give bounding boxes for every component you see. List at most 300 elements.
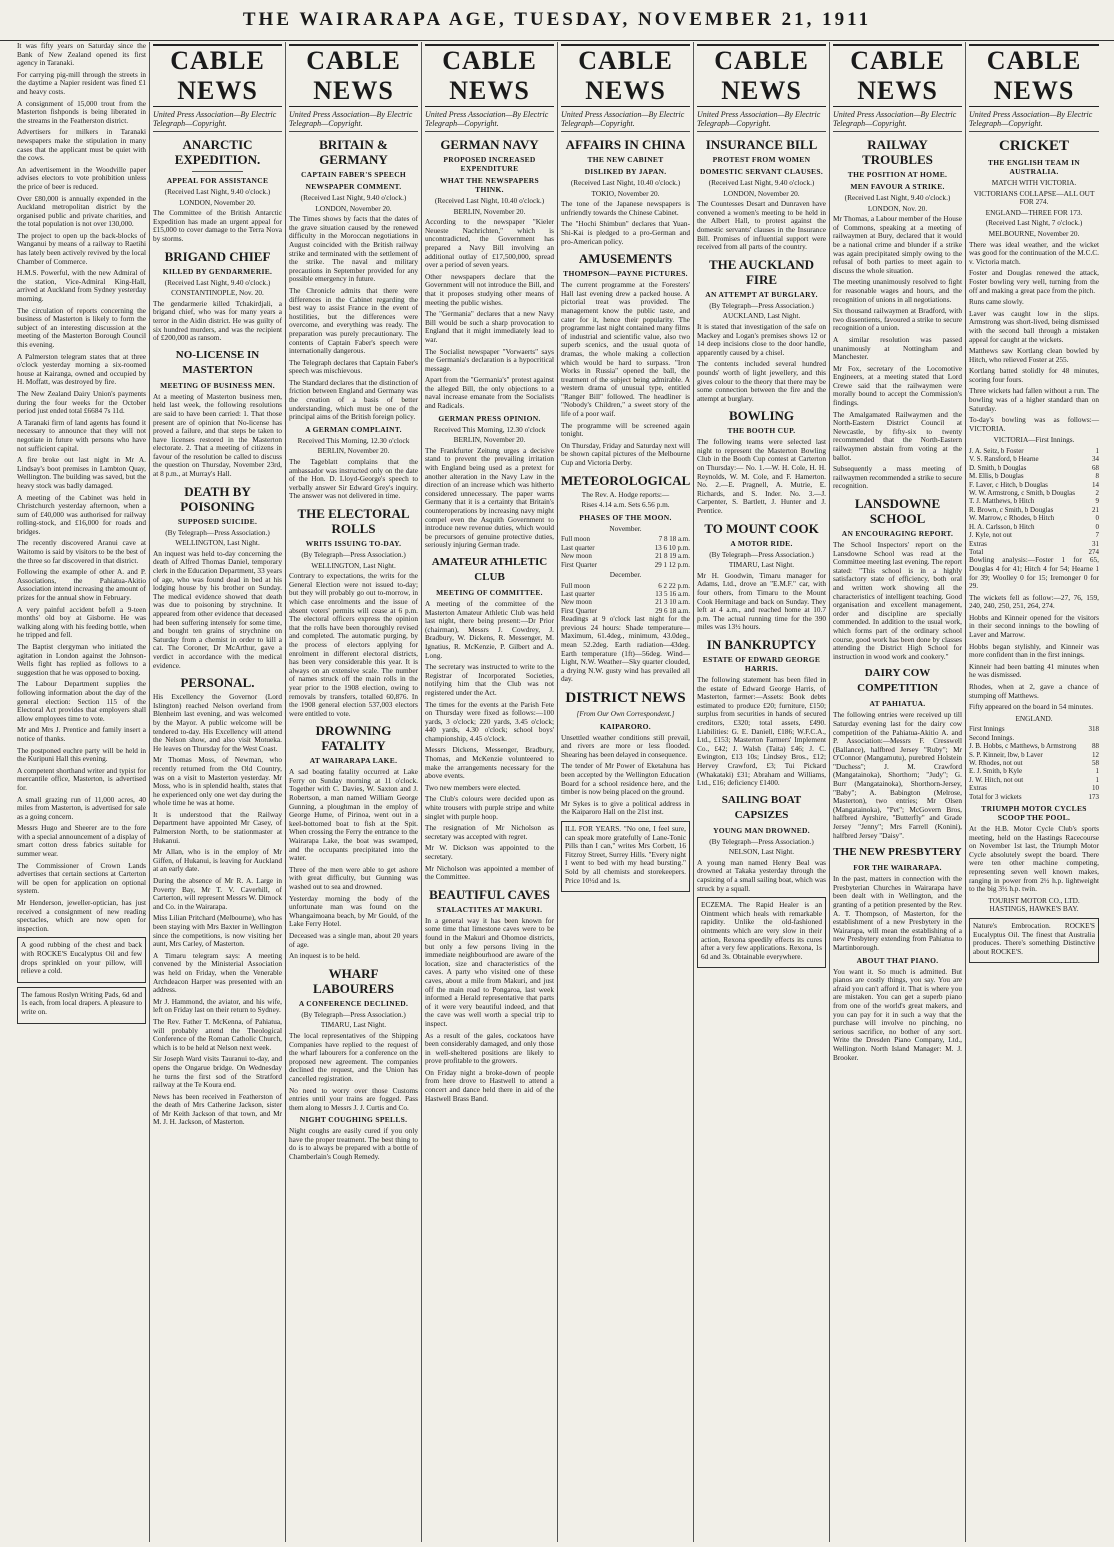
article-body: Mr H. Goodwin, Timaru manager for Adams, Ltd., drove an "E.M.F." car, with four others, from Timaru to the Mount Cook Hermitage and back on Sunday. They left at 4 a.m., and reached home at 10.7 p.m. The actual running time for the 390 miles was 13½ hours. [697, 570, 826, 632]
row-value: 6 2 22 p.m. [658, 581, 690, 590]
article-body: The Frankfurter Zeitung urges a decisive stand to prevent the prevailing irritation with England being used as a pretext for another alteration in the Navy Law in the direction of an increase which was hitherto considered unnecessary. The paper warns Germany that it is a certainty that Britain's counteroperations by increasing navy might compel even the Asquith Government to introduce new revenue duties, which would be precursors of genuine protective duties, seriously injuring German trade. [425, 445, 554, 550]
article-headline: BRIGAND CHIEF [164, 248, 271, 264]
divider [192, 171, 244, 172]
row-label: New moon [561, 598, 592, 607]
article-body: Rhodes, when at 2, gave a chance of stumping off Matthews. [969, 682, 1099, 700]
article-body: Mr Sykes is to give a political address in the Kaiparoro Hall on the 21st inst. [561, 798, 690, 817]
row-value: 21 8 19 a.m. [655, 552, 690, 561]
row-value: 318 [1088, 725, 1099, 734]
row-value: 1 [1095, 767, 1099, 776]
ad-text: A good rubbing of the chest and back with ROCKE'S Eucalyptus Oil and few drops sprinkled on your pillow, will relieve a cold. [21, 940, 142, 976]
article-body: The secretary was instructed to write to the Registrar of Incorporated Societies, notifying him that the Club was not registered under the Act. [425, 662, 554, 697]
row-label: Second Innings. [969, 733, 1015, 742]
article-body: There was ideal weather, and the wicket was good for the continuation of the M.C.C. v. Victoria match. [969, 239, 1099, 266]
received-line: (Received Last Night, 9.40 o'clock.) [844, 193, 951, 202]
row-label: V. S. Ransford, b Hearne [969, 455, 1039, 464]
masthead [0, 0, 1114, 41]
news-paragraph: The recently discovered Aranui cave at Waitomo is said by visitors to be the best of the three so far discovered in that district. [17, 538, 146, 565]
article-body: The Chronicle admits that there were differences in the Cabinet regarding the best way to assist France in the event of hostilities, but the differences were overcome, and everything was ready. The preparation was purely precautionary. The contents of Captain Faber's speech were internationally dangerous. [289, 285, 418, 356]
scorecard-heading: VICTORIA—First Innings. [993, 435, 1075, 445]
column-britain-germany [286, 42, 422, 1542]
columns [14, 42, 1106, 1542]
row-label: M. Ellis, b Douglas [969, 472, 1024, 481]
table-row [969, 472, 1099, 480]
row-label: E. J. Smith, b Kyle [969, 767, 1023, 776]
table-row [969, 751, 1099, 759]
article-body: Mr J. Hammond, the aviator, and his wife, left on Friday last on their return to Sydney. [153, 996, 282, 1015]
article-subhead: ESTATE OF EDWARD GEORGE HARRIS. [702, 654, 821, 673]
row-value: 34 [1092, 455, 1099, 464]
article-body: The Times shows by facts that the dates of the grave situation caused by the renewed difficulty in the Moroccan negotiations in August coincided with the British railway strike and terminated with the settlement of the strike. The naval and military precautions in September provided for any possible emergency in future. [289, 214, 418, 284]
ad-text: The famous Roslyn Writing Pads, 6d and 1s each, from local drapers. A pleasure to write on. [21, 989, 142, 1016]
article-body: At a meeting of Masterton business men, held last week, the following resolutions are said to have been carried: 1. That those present are of opinion that No-license has proved a failure, and that steps be taken to have licenses restored in the Masterton electorate. 2. That a meeting of citizens in favour of the resolution be called to discuss the question on Thursday, November 23rd, at 8 p.m., at Murray's Hall. [153, 391, 282, 479]
table-row [969, 767, 1099, 775]
row-value: 29 6 18 a.m. [655, 606, 690, 615]
correspondent-line: [From Our Own Correspondent.] [576, 709, 675, 718]
article-body: The Committee of the British Antarctic Expedition has made an urgent appeal for £15,000 to cover damage to the Terra Nova by storms. [153, 208, 282, 243]
upa-credit: United Press Association—By Electric Telegraph—Copyright. [289, 110, 418, 132]
row-value: 274 [1088, 547, 1099, 556]
dateline: BERLIN, November 20. [317, 446, 390, 456]
article-headline: NO-LICENSE IN MASTERTON [175, 348, 260, 376]
dateline: AUCKLAND, Last Night. [722, 311, 801, 321]
table-row [969, 464, 1099, 472]
article-body: The School Inspectors' report on the Lansdowne School was read at the Committee meeting last evening. The report stated: "This school is in a highly satisfactory state of efficiency, both oral and written work showing all the characteristics of intelligent teaching. Good organisation and excellent management, order and discipline are specially commended. In addition to the usual work, which forms part of the ordinary school course, good work has been done by classes attending the District High School for instruction in wood work and cookery." [833, 540, 962, 661]
cable-news-heading: CABLE NEWS [289, 44, 418, 107]
article-subhead: AN ATTEMPT AT BURGLARY. [705, 289, 818, 299]
received-line: Received This Morning, 12.30 o'clock [297, 435, 410, 445]
cable-news-heading: CABLE NEWS [969, 44, 1099, 107]
article-headline: PERSONAL. [180, 675, 255, 691]
article-body: The gendarmerie killed Tchakirdjali, a brigand chief, who was for many years a terror in the Aidin district. He was guilty of six hundred murders, and was the recipient of £200,000 as ransom. [153, 298, 282, 343]
article-headline: DISTRICT NEWS [565, 690, 686, 706]
article-body: Kinneir had been batting 41 minutes when he was dismissed. [969, 661, 1099, 680]
row-value [1087, 734, 1099, 742]
row-value: 14 [1092, 480, 1099, 489]
article-subhead: ABOUT THAT PIANO. [856, 955, 939, 965]
dateline: WELLINGTON, Last Night. [175, 538, 260, 548]
received-line: The Rev. A. Hodge reports:— [581, 489, 670, 499]
article-body: Mr Allan, who is in the employ of Mr Giffen, of Hukanui, is leaving for Auckland at an early date. [153, 847, 282, 874]
received-line: (By Telegraph—Press Association.) [301, 550, 406, 559]
row-label: First Quarter [561, 560, 597, 569]
received-line: (By Telegraph—Press Association.) [165, 527, 270, 537]
article-body: An inquest is to be held. [289, 951, 360, 961]
news-paragraph: A consignment of 15,000 trout from the Masterton fishponds is being liberated in the streams in the Featherston district. [17, 98, 146, 125]
article-subhead: AN ENCOURAGING REPORT. [841, 529, 954, 538]
moon-table-november [561, 535, 690, 569]
news-paragraph: Over £80,000 is annually expended in the Auckland metropolitan district by the organised public and private charities, and the total population is not over 130,000. [17, 193, 146, 229]
scorecard-heading: ENGLAND. [1015, 713, 1053, 723]
news-paragraph: Advertisers for milkers in Taranaki newspapers make the stipulation in many cases that the applicant must be quiet with the cows. [17, 127, 146, 163]
row-value: 12 [1092, 750, 1099, 759]
row-label: Last quarter [561, 590, 595, 599]
article-headline: DAIRY COW COMPETITION [857, 667, 938, 695]
table-row [969, 784, 1099, 792]
article-subhead: THOMPSON—PAYNE PICTURES. [563, 269, 688, 279]
news-paragraph: The Labour Department supplies the following information about the day of the general election: Section 115 of the Electoral Act provides that employers shall allow employees time to vote. [17, 679, 146, 723]
article-body: Mr Fox, secretary of the Locomotive Engineers, at a meeting stated that Lord Crewe said that the railwaymen were morally bound to accept the Commission's findings. [833, 363, 962, 408]
article-subhead: PROPOSED INCREASED EXPENDITURE [443, 155, 536, 173]
article-body: The resignation of Mr Nicholson as secretary was accepted with regret. [425, 823, 554, 841]
row-label: S. P. Kinneir, lbw, b Laver [969, 750, 1043, 759]
article-body: Laver was caught low in the slips. Armstrong was short-lived, being dismissed with the second ball through a mistaken appeal for caught at the wickets. [969, 308, 1099, 344]
article-body: You want it. So much is admitted. But pianos are costly things, you say. You are afraid you can't afford it. That is where you are mistaken. You can get a superb piano from one of the world's great makers, and you can pay for it in such a way that the purchase will involve no pinching, no serious sacrifice, no bother of any sort. Write the Dresden Piano Company, Ltd., Wellington. North Island Manager: M. J. Brooker. [833, 966, 962, 1062]
received-line: (Received Last Night, 9.40 o'clock.) [164, 187, 271, 196]
row-label: Full moon [561, 581, 590, 590]
news-paragraph: A competent shorthand writer and typist for mercantile office, Masterton, is advertised for. [17, 765, 146, 792]
article-subhead: MATCH WITH VICTORIA. [991, 178, 1077, 187]
row-label: T. J. Matthews, b Hitch [969, 497, 1035, 506]
article-subhead: PROTEST FROM WOMEN [712, 155, 811, 164]
article-body: Kortlang batted stolidly for 48 minutes, scoring four fours. [969, 366, 1099, 384]
news-paragraph: Following the example of other A. and P. Associations, the Pahiatua-Akitio Association intend increasing the amount of prizes for the annual show in February. [17, 567, 146, 603]
article-body: As a result of the gales, cockatoos have been considerably damaged, and only those in well-sheltered positions are likely to prove profitable to the growers. [425, 1030, 554, 1066]
table-row [969, 742, 1099, 750]
news-paragraph: A fire broke out last night in Mr A. Lindsay's boot premises in Lambton Quay, Wellington. The building was saved, but the heavy stock was badly damaged. [17, 455, 146, 490]
ad-headline: TRIUMPH MOTOR CYCLES SCOOP THE POOL. [981, 804, 1087, 823]
column-german-navy [422, 42, 558, 1542]
moon-month: November. [609, 523, 642, 533]
article-subhead: WHAT THE NEWSPAPERS THINK. [440, 176, 539, 194]
article-body: The Club's colours were decided upon as white trousers with purple stripe and white singlet with purple hoop. [425, 794, 554, 821]
article-headline: ANARCTIC EXPEDITION. [174, 137, 261, 167]
article-body: Sir Joseph Ward visits Tauranui to-day, and opens the Ongarue bridge. On Wednesday he turns the first sod of the Stratford railway at the Te Koura end. [153, 1054, 282, 1090]
article-subhead: THE POSITION AT HOME. [847, 170, 948, 179]
row-value: 21 [1092, 505, 1099, 514]
article-body: The following entries were received up till Saturday evening last for the dairy cow competition of the Pahiatua-Akitio A. and P. Association:—Messrs F. Cresswell (Ballance), halfbred Jersey "Ruby"; Mr O'Connor (Mangamutu), purebred Holstein "Duchess"; J. M. Crawford (Mangatainoka), Shorthorn; "Judy"; G. Burr (Mangatainoka), Shorthorn-Jersey, "Baby"; A. Babington (Melrose, Masterton), two entries; Mr Olsen (Mangatainoka), "Pet"; McGovern Bros, halfbred Ayrshire, "Butterfly" and Grade Jersey "Jenny"; Mrs Farrell (Konini), halfbred Jersey "Daisy". [833, 710, 962, 840]
article-body: A similar resolution was passed unanimously at Nottingham and Manchester. [833, 334, 962, 362]
ad-signoff: TOURIST MOTOR CO., LTD. HASTINGS, HAWKE'S BAY. [988, 895, 1080, 914]
ad-text: ECZEMA. The Rapid Healer is an Ointment which heals with remarkable rapidity. Unlike the old-fashioned ointments which are very slow in their action, Rexona speedily effects its cures after a very few applications. Rexona, 1s 6d and 3s. Obtainable everywhere. [701, 900, 822, 961]
table-row [561, 535, 690, 543]
article-headline: TO MOUNT COOK [704, 520, 819, 536]
article-body: Subsequently a mass meeting of railwaymen recommended a strike to secure recognition. [833, 464, 962, 491]
article-body: No need to worry over those Customs entries until your trains are fogged. Pass them along to Messrs J. J. Curtis and Co. [289, 1085, 418, 1112]
article-headline: RAILWAY TROUBLES [862, 137, 933, 167]
row-value: 88 [1092, 742, 1099, 751]
article-body: The Tageblatt complains that the ambassador was instructed only on the date of the Hon. D. Lloyd-George's speech to verbally answer Sir Edward Grey's inquiry. The answer was not delivered in time. [289, 457, 418, 501]
article-body: Mr W. Dickson was appointed to the secretary. [425, 843, 554, 861]
column-china [558, 42, 694, 1542]
ad-rockes-embrocation [969, 918, 1099, 963]
received-line: (Received Last Night, 9.40 o'clock.) [300, 193, 407, 202]
row-label: Total for 3 wickets [969, 792, 1022, 801]
article-body: The Socialist newspaper "Vorwaerts" says the Germania's declaration is a hypocritical message. [425, 346, 554, 373]
masthead-title: THE WAIRARAPA AGE, TUESDAY, NOVEMBER 21, 1911 [242, 9, 872, 30]
received-line: (By Telegraph—Press Association.) [709, 300, 814, 310]
table-row [969, 759, 1099, 767]
article-body: Other newspapers declare that the Government will not introduce the Bill, and that it proposes studying other means of meeting the public wishes. [425, 271, 554, 307]
article-body: Yesterday morning the body of the unfortunate man was found on the Whangaimoana beach, by Mr Gould, of the Lake Ferry Hotel. [289, 893, 418, 929]
row-label: J. B. Hobbs, c Matthews, b Armstrong [969, 742, 1077, 751]
news-paragraph: A very painful accident befell a 9-teen months' old boy at Gisborne. He was walking along with his feeding bottle, when he tripped and fell. [17, 604, 146, 640]
article-body: Hobbs and Kinneir opened for the visitors in their second innings to the bowling of Laver and Marrow. [969, 612, 1099, 640]
news-paragraph: For carrying pig-mill through the streets in the daytime a Napier resident was fined £1 and heavy costs. [17, 69, 146, 96]
row-value: 1 [1095, 775, 1099, 784]
article-headline: IN BANKRUPTCY [706, 636, 817, 652]
article-subhead: A GERMAN COMPLAINT. [305, 424, 402, 434]
article-body: During the absence of Mr R. A. Large in Poverty Bay, Mr T. V. Caverhill, of Carterton, will represent Messrs W. Dimock and Co. in the Wairarapa. [153, 876, 282, 911]
row-value: 21 3 10 a.m. [655, 598, 690, 607]
article-body: Six thousand railwaymen at Bradford, with two dissentients, favoured a strike to secure recognition of a union. [833, 306, 962, 333]
article-headline: THE ELECTORAL ROLLS [297, 506, 410, 536]
news-paragraph: The Commissioner of Crown Lands advertises that certain sections at Carterton will be open for application on optional system. [17, 860, 146, 896]
row-value: 8 [1095, 472, 1099, 481]
article-body: The tender of Mr Power of Eketahuna has been accepted by the Wellington Education Board for a school residence here, and the timber is now being placed on the ground. [561, 761, 690, 797]
row-label: First Innings [969, 725, 1005, 734]
received-line: (By Telegraph—Press Association.) [301, 1009, 406, 1019]
upa-credit: United Press Association—By Electric Telegraph—Copyright. [153, 110, 282, 132]
article-headline: AMUSEMENTS [578, 251, 673, 267]
article-body: On Thursday, Friday and Saturday next will be shown capital pictures of the Melbourne Cup and Victoria Derby. [561, 440, 690, 468]
victoria-scorecard [969, 447, 1099, 556]
article-headline: GERMAN NAVY [440, 137, 539, 152]
row-value: 13 6 10 p.m. [654, 543, 690, 552]
article-subhead: KILLED BY GENDARMERIE. [162, 266, 273, 276]
received-line: (Received Last Night, 10.40 o'clock.) [434, 196, 545, 205]
article-subhead: MEETING OF COMMITTEE. [436, 587, 543, 597]
article-body: Hobbs began stylishly, and Kinneir was more confident than in the first innings. [969, 641, 1099, 660]
article-subhead: NIGHT COUGHING SPELLS. [299, 1115, 408, 1125]
table-row [969, 497, 1099, 505]
article-body: The "Hochi Shimbun" declares that Yuan-Shi-Kai is pledged to a pro-German and pro-American policy. [561, 219, 690, 246]
news-paragraph: H.M.S. Powerful, with the new Admiral of the station, Vice-Admiral King-Hall, arrived at Auckland from Sydney yesterday morning. [17, 268, 146, 304]
ad-rockes-oil [17, 937, 146, 982]
article-body: News has been received in Featherston of the death of Mrs Catherine Jackson, sister of Mr Keith Jackson of that town, and Mr M. J. H. Jackson, of Masterton. [153, 1091, 282, 1127]
article-headline: DEATH BY POISONING [180, 483, 255, 514]
article-body: In a general way it has been known for some time that limestone caves were to be found in the Makuri and Ohomoe districts, but only a few persons living in the immediate neighbourhood are aware of the location, size and characteristics of the caves. A party who visited one of these caves, about a mile from Makuri, and just off the main road to Pongaroa, last week informed a Herald representative that parts of it were very beautiful indeed, and that the cave was well worth a special trip to inspect. [425, 915, 554, 1028]
article-subhead: MEETING OF BUSINESS MEN. [160, 380, 275, 390]
article-body: The meeting unanimously resolved to fight for reasonable wages and hours, and the recognition of unions in all negotiations. [833, 277, 962, 304]
article-body: An inquest was held to-day concerning the death of Alfred Thomas Daniel, temporary clerk in the Education Department, 33 years of age, who was found dead in bed at his lodging house by his brother on Sunday. The medical evidence showed that death was due to poisoning by strychnine. It appeared from other evidence that deceased had been suffering intensely for some time, and bought ten grains of strychnine on Saturday from a chemist in order to kill a cat. The Coroner, Dr McArthur, gave a verdict in accordance with the medical evidence. [153, 548, 282, 670]
received-line: (Received Last Night, 9.40 o'clock.) [708, 178, 815, 187]
row-value: 7 [1095, 531, 1099, 540]
received-line: (Received Last Night, 7 o'clock.) [985, 218, 1083, 228]
article-headline: AMATEUR ATHLETIC CLUB [431, 555, 548, 583]
upa-credit: United Press Association—By Electric Telegraph—Copyright. [425, 110, 554, 132]
row-label: R. Brown, c Smith, b Douglas [969, 505, 1054, 514]
row-label: First Quarter [561, 606, 597, 615]
article-subhead: STALACTITES AT MAKURI. [436, 904, 543, 914]
article-body: Deceased was a single man, about 20 years of age. [289, 930, 418, 949]
dateline: TOKIO, November 20. [591, 188, 660, 198]
column-insurance [694, 42, 830, 1542]
article-subhead: THE BOOTH CUP. [727, 426, 796, 436]
row-label: W. W. Armstrong, c Smith, b Douglas [969, 489, 1075, 498]
article-body: Messrs Dickens, Messenger, Bradbury, Thomas, and McKenzie volunteered to make the arrangements necessary for the above events. [425, 745, 554, 781]
article-body: Three of the men were able to get ashore with great difficulty, but Gunning was washed out to sea and drowned. [289, 864, 418, 891]
cable-news-heading: CABLE NEWS [561, 44, 690, 107]
article-headline: SAILING BOAT CAPSIZES [721, 793, 802, 821]
dateline: BERLIN, November 20. [453, 206, 526, 216]
article-body: His Excellency the Governor (Lord Islington) reached Nelson overland from Blenheim last evening, and was welcomed by the Mayor. A public welcome will be tendered to-day. His Excellency will attend the Nelson show, and also visit Motueka. He leaves on Thursday for the West Coast. [153, 692, 282, 753]
received-line: (By Telegraph—Press Association.) [709, 836, 814, 846]
table-row [561, 561, 690, 569]
article-body: Mr Thomas Moss, of Newman, who recently returned from the Old Country, was on a visit to Masterton yesterday. Mr Moss, who is in splendid health, states that he experienced only one wet day during the whole time he was at home. [153, 755, 282, 808]
article-body: Contrary to expectations, the writs for the General Election were not issued to-day; but they will probably go out to-morrow, in which case enrolments and the issue of absent voters' permits will cease at 6 p.m. The electoral officers express the opinion that the rolls have been thoroughly revised and completed. The automatic purging, by the process of electors applying for enrolment in different electoral districts, has been very considerable this year. It is always on an extensive scale. The number of names struck off the main rolls in the year prior to the 1908 election, owing to removals by transfers, totalled 60,876. In the 1908 general election 537,003 electors were entitled to vote. [289, 571, 418, 718]
article-subhead: WRITS ISSUING TO-DAY. [305, 539, 402, 548]
article-body: A sad boating fatality occurred at Lake Ferry on Sunday morning at 11 o'clock. Together with C. Davies, W. Saxton and J. Robertson, a man named William George Gunning, a ploughman in the employ of George Hume, of Pirinoa, went out in a keel-bottomed boat to fish at the Spit. When crossing the Ferry the entrance to the Wairarapa Lake, the boat was swamped, and the occupants precipitated into the water. [289, 767, 418, 863]
news-paragraph: A Taranaki firm of land agents has found it necessary to announce that they will not negotiate in future with persons who have not sufficient capital. [17, 417, 146, 453]
article-body: The wickets fell as follow:—27, 76, 159, 240, 240, 250, 251, 264, 274. [969, 592, 1099, 611]
news-paragraph: The postponed euchre party will be held in the Kuripuni Hall this evening. [17, 745, 146, 764]
article-subhead: NEWSPAPER COMMENT. [305, 182, 402, 191]
upa-credit: United Press Association—By Electric Telegraph—Copyright. [833, 110, 962, 132]
row-value: 0 [1095, 514, 1099, 523]
upa-credit: United Press Association—By Electric Telegraph—Copyright. [697, 110, 826, 132]
row-label: D. Smith, b Douglas [969, 463, 1027, 472]
article-headline: THE AUCKLAND FIRE [708, 256, 815, 287]
article-headline: INSURANCE BILL [705, 137, 818, 152]
table-row [969, 514, 1099, 522]
article-body: The tone of the Japanese newspapers is unfriendly towards the Chinese Cabinet. [561, 199, 690, 217]
article-headline: LANSDOWNE SCHOOL [854, 496, 941, 526]
article-body: On Friday night a broke-down of people from here drove to Hastwell to attend a concert and dance held there in aid of the Hastwell Brass Band. [425, 1067, 554, 1103]
article-subhead: CAPTAIN FABER'S SPEECH [300, 170, 407, 179]
ad-rexona [697, 897, 826, 968]
article-body: The Amalgamated Railwaymen and the North-Eastern District Council at Newcastle, by fifty-six to twenty recommended that the North-Eastern railwaymen abstain from voting at the ballot. [833, 409, 962, 462]
article-headline: AFFAIRS IN CHINA [565, 137, 686, 152]
article-body: Fifty appeared on the board in 54 minutes. [969, 702, 1094, 712]
article-body: The Rev. Father T. McKenna, of Pahiatua, will probably attend the Theological Conference of the Roman Catholic Church, which is to be held at Nelson next week. [153, 1016, 282, 1052]
table-row [969, 725, 1099, 733]
article-body: The following teams were selected last night to represent the Masterton Bowling Club in the Booth Cup contest at Carterton on Thursday:— No. 1.—W. H. Cole, H. H. Reynolds, W. M. Cole, and F. Hamerton. No. 2.—E. Pragnell, A. Mutrie, E. Richards, and S. Inder. No. 3.—J. Carpenter, S. Bartlett, J. Hunter and J. Prentice. [697, 437, 826, 516]
table-row [969, 455, 1099, 463]
table-row [969, 734, 1099, 742]
table-row [969, 540, 1099, 548]
dateline: NELSON, Last Night. [728, 847, 795, 857]
table-row [969, 776, 1099, 784]
news-paragraph: Mr Henderson, jeweller-optician, has just received a consignment of new reading spectacles, which are now open for inspection. [17, 898, 146, 933]
article-body: A Timaru telegram says: A meeting convened by the Ministerial Association was held on Friday, when the Venerable Archdeacon Harper was presented with an address. [153, 950, 282, 995]
article-body: To-day's bowling was as follows:— VICTORIA. [969, 415, 1099, 433]
article-subhead: A MOTOR RIDE. [730, 538, 793, 548]
article-subhead: AT WAIRARAPA LAKE. [309, 756, 398, 766]
article-subhead: THE ENGLISH TEAM IN AUSTRALIA. [987, 158, 1081, 176]
local-notes-list [17, 42, 146, 933]
cable-news-heading: CABLE NEWS [697, 44, 826, 107]
article-subhead: PHASES OF THE MOON. [579, 512, 672, 522]
row-label: H. A. Carlsson, b Hitch [969, 522, 1035, 531]
cable-news-heading: CABLE NEWS [153, 44, 282, 107]
row-label: New moon [561, 552, 592, 561]
cable-news-heading: CABLE NEWS [833, 44, 962, 107]
news-paragraph: The project to open up the back-blocks of Wanganui by means of a railway to Raetihi has lately been actively revived by the local Chamber of Commerce. [17, 230, 146, 266]
row-value: 68 [1092, 463, 1099, 472]
article-body: Foster and Douglas renewed the attack, Foster bowling very well, turning from the off and making a great pace from the pitch. [969, 268, 1099, 295]
cable-news-heading: CABLE NEWS [425, 44, 554, 107]
table-row [561, 544, 690, 552]
article-body: Apart from the "Germania's" protest against the alleged Bill, the only objections to a naval increase emanate from the Socialists and Radicals. [425, 375, 554, 411]
dateline: WELLINGTON, Last Night. [311, 560, 396, 570]
article-body: Matthews saw Kortlang clean bowled by Hitch, who relieved Foster at 255. [969, 346, 1099, 364]
news-paragraph: A small grazing run of 11,000 acres, 40 miles from Masterton, is advertised for sale as a going concern. [17, 794, 146, 821]
column-local-notes [14, 42, 150, 1542]
england-scorecard [969, 725, 1099, 801]
row-label: W. Marrow, c Rhodes, b Hitch [969, 514, 1055, 523]
row-value: 173 [1088, 792, 1099, 801]
row-label: W. Rhodes, not out [969, 759, 1023, 768]
article-body: The Telegraph declares that Captain Faber's speech was mischievous. [289, 357, 418, 376]
row-value: 13 5 16 a.m. [655, 590, 690, 599]
dateline: BERLIN, November 20. [453, 435, 526, 445]
news-paragraph: The New Zealand Dairy Union's payments during the four weeks for the October period just ended total £6684 7s 11d. [17, 388, 146, 416]
article-body: Miss Lilian Pritchard (Melbourne), who has been staying with Mrs Baxter in Wellington since the competitions, is now visiting her aunt, Mrs Carley, of Masterton. [153, 913, 282, 949]
moon-table-december [561, 582, 690, 616]
article-subhead: A CONFERENCE DECLINED. [298, 998, 409, 1008]
column-railway [830, 42, 966, 1542]
dateline: CONSTANTINOPLE, Nov. 20. [171, 288, 264, 298]
table-row [969, 793, 1099, 801]
news-paragraph: A meeting of the Cabinet was held in Christchurch yesterday afternoon, when a sum of £40,000 was authorised for railway rolling-stock, and £16,000 for roads and bridges. [17, 492, 146, 536]
article-headline: WHARF LABOURERS [313, 965, 394, 996]
row-value: 29 1 12 p.m. [654, 560, 690, 569]
news-paragraph: It was fifty years on Saturday since the Bank of New Zealand opened its first agency in Taranaki. [17, 42, 146, 68]
news-paragraph: The Baptist clergyman who initiated the agitation in London against the Johnson-Wells fight has replied as follows to a suggestion that he was opposed to boxing. [17, 642, 146, 677]
moon-month: December. [609, 570, 642, 580]
row-value: 58 [1092, 759, 1099, 768]
article-subhead: YOUNG MAN DROWNED. [713, 825, 810, 835]
ad-lane-tonic [561, 821, 690, 892]
row-value: 10 [1092, 784, 1099, 793]
article-headline: CRICKET [998, 138, 1069, 154]
row-value: 0 [1095, 522, 1099, 531]
article-body: Bowling analysis:—Foster 1 for 65, Douglas 4 for 41; Hitch 4 for 54; Hearne 1 for 39; Woolley 0 for 15; Iremonger 0 for 29. [969, 555, 1099, 591]
news-paragraph: Mr and Mrs J. Prentice and family insert a notice of thanks. [17, 725, 146, 743]
row-label: Extras [969, 784, 987, 793]
dateline: LONDON, November 20. [723, 188, 800, 198]
table-row [969, 481, 1099, 489]
article-body: A young man named Henry Beal was drowned at Takaka yesterday through the capsizing of a small sailing boat, which was struck by a squall. [697, 857, 826, 893]
article-body: The local representatives of the Shipping Companies have replied to the request of the wharf labourers for a conference on the proposed new agreement. The companies declined the request, and the Union has cancelled registration. [289, 1030, 418, 1083]
upa-credit: United Press Association—By Electric Telegraph—Copyright. [969, 110, 1099, 132]
article-body: It is understood that the Railway Department have appointed Mr Casey, of Palmerston North, to be stationmaster at Hukanui. [153, 809, 282, 845]
row-value: 2 [1095, 489, 1099, 498]
ad-roslyn-pads [17, 987, 146, 1024]
article-body: The times for the events at the Parish Fete on Thursday were fixed as follows:—100 yards, 3 o'clock; 220 yards, 3.45 o'clock; 440 yards, 4.30 o'clock; school boys' championship, 4.45 o'clock. [425, 699, 554, 743]
row-label: J. Kyle, not out [969, 531, 1012, 540]
article-body: In the past, matters in connection with the Presbyterian Churches in Wairarapa have been dealt with in Wellington, and the granting of a petition presented by the Rev. A. T. Thompson, of Masterton, for the establishment of a new Presbytery in the Wairarapa, will mean the establishing of a new Presbytery extending from Pahiatua to Martinborough. [833, 874, 962, 952]
ad-text: Nature's Embrocation. ROCKE'S Eucalyptus Oil. The finest that Australia produces. There's something Distinctive about ROCKE'S. [973, 921, 1095, 956]
article-subhead: FOR THE WAIRARAPA. [853, 863, 942, 873]
received-line: (Received Last Night, 9.40 o'clock.) [164, 277, 271, 287]
article-subhead: THE NEW CABINET [587, 155, 664, 164]
table-row [561, 582, 690, 590]
row-label: Total [969, 547, 984, 556]
article-headline: BRITAIN & GERMANY [319, 137, 388, 167]
article-body: Runs came slowly. [969, 297, 1024, 307]
row-label: J. W. Hitch, not out [969, 775, 1024, 784]
received-line: (By Telegraph—Press Association.) [709, 549, 814, 559]
dateline: LONDON, November 20. [179, 197, 256, 207]
dateline: LONDON, Nov. 20. [867, 203, 928, 213]
article-body: The Standard declares that the distinction of friction between England and Germany was the creation of a basis of better understanding, which must be one of the principal aims of the British foreign policy. [289, 377, 418, 422]
table-row [969, 523, 1099, 531]
row-label: F. Laver, c Hitch, b Douglas [969, 480, 1048, 489]
row-label: Extras [969, 539, 987, 548]
ad-text: ILL FOR YEARS. "No one, I feel sure, can speak more gratefully of Lane-Tonic Pills than I can," writes Mrs Corbett, 16 Fitzroy Street, Surrey Hills. "Every night I went to bed with my head bursting." Sold by all chemists and storekeepers. Price 10½d and 1s. [565, 823, 686, 885]
article-subhead: APPEAL FOR ASSISTANCE [166, 176, 269, 185]
table-row [969, 531, 1099, 539]
article-subhead: ENGLAND—THREE FOR 173. [985, 207, 1083, 217]
row-value: 9 [1095, 497, 1099, 506]
article-body: Mr Nicholson was appointed a member of the Committee. [425, 863, 554, 882]
dateline: MELBOURNE, November 20. [988, 228, 1080, 238]
news-paragraph: A Palmerston telegram states that at three o'clock yesterday morning a six-roomed house at Kairanga, owned and occupied by H. Moffatt, was destroyed by fire. [17, 351, 146, 387]
dateline: LONDON, November 20. [315, 203, 392, 213]
article-subhead: AT PAHIATUA. [869, 699, 926, 709]
